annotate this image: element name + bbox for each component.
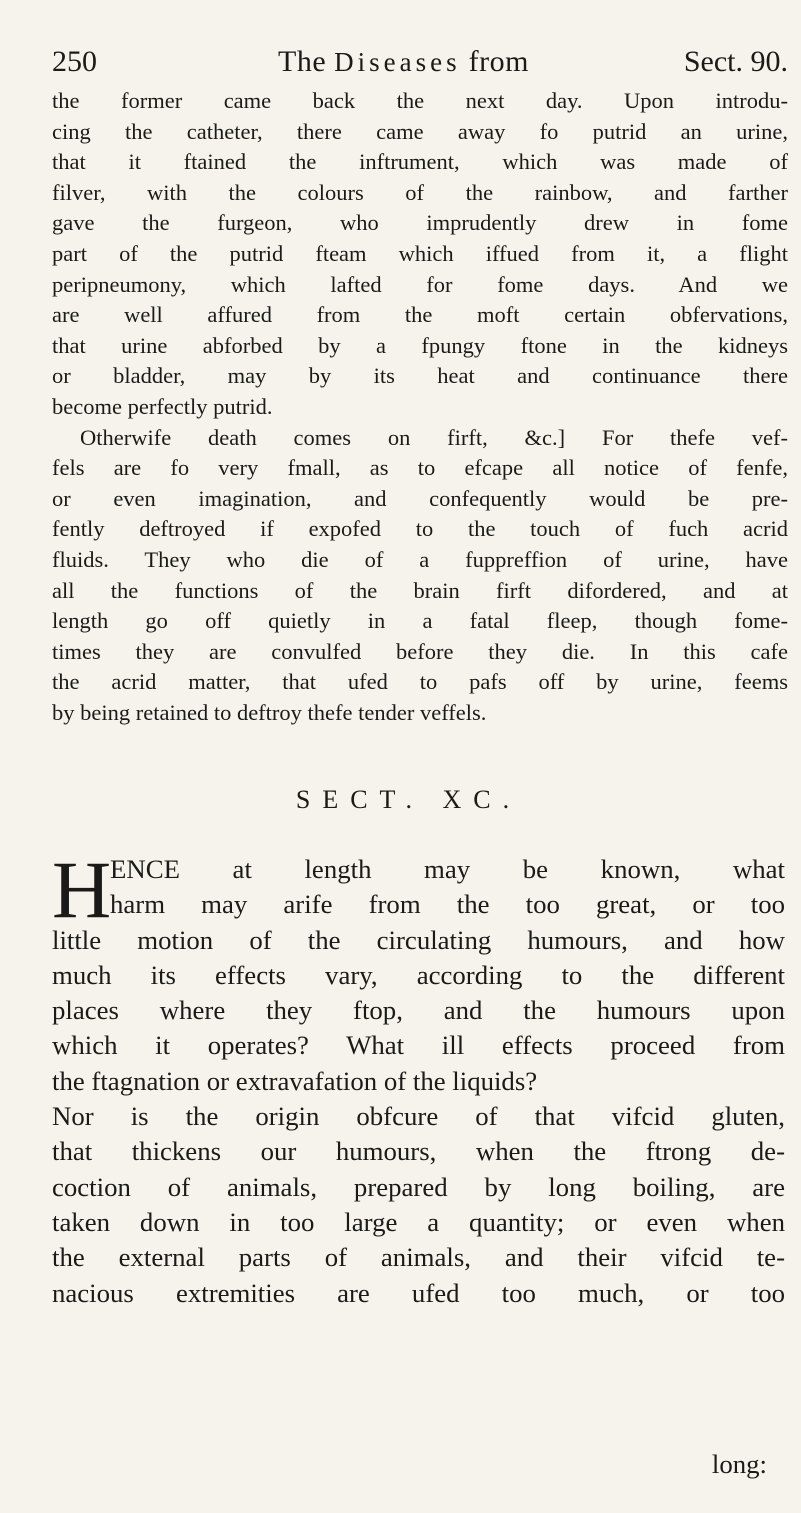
text-line: little motion of the circulating humours, and how (52, 924, 785, 955)
text-line: that it ftained the inftrument, which was made of (52, 149, 788, 175)
text-line: that urine abforbed by a fpungy ftone in the kidneys (52, 332, 788, 358)
running-title (278, 38, 529, 86)
text-line: become perfectly putrid. (52, 393, 273, 419)
text-line: which it operates? What ill effects proceed from (52, 1030, 785, 1061)
text-line: peripneumony, which lafted for fome days. And we (52, 271, 788, 297)
drop-cap: H (52, 844, 112, 935)
section-marker: Sect. 90. (683, 45, 788, 78)
text-line: cing the catheter, there came away fo putrid an urine, (52, 118, 788, 144)
text-line: are well affured from the moft certain obfervations, (52, 302, 788, 328)
section-heading: SECT. XC. (295, 785, 522, 814)
text-line: coction of animals, prepared by long boiling, are (52, 1171, 785, 1202)
text-line: all the functions of the brain firft difordered, and at (52, 577, 788, 603)
text-line: taken down in too large a quantity; or even when (52, 1206, 785, 1237)
commentary-paragraph (52, 86, 788, 728)
text-line: nacious extremities are ufed too much, or too (52, 1277, 785, 1308)
text-line: gave the furgeon, who imprudently drew in fome (52, 210, 788, 236)
text-line: fluids. They who die of a fuppreffion of urine, have (52, 546, 788, 572)
text-line: length go off quietly in a fatal fleep, though fome- (52, 608, 788, 634)
text-line: harm may arife from the too great, or too (110, 889, 785, 920)
page-number: 250 (52, 45, 97, 78)
text-line: that thickens our humours, when the ftrong de- (52, 1136, 785, 1167)
text-line: filver, with the colours of the rainbow, and farther (52, 179, 788, 205)
text-line: or even imagination, and confequently would be pre- (52, 485, 788, 511)
text-line: the external parts of animals, and their vifcid te- (52, 1242, 785, 1273)
text-line: fels are fo very fmall, as to efcape all notice of fenfe, (52, 455, 788, 481)
catchword: long: (711, 1449, 767, 1479)
aphorism-paragraph (52, 844, 785, 1311)
text-line: times they are convulfed before they die. In this cafe (52, 638, 788, 664)
text-line: fently deftroyed if expofed to the touch of fuch acrid (52, 516, 788, 542)
running-title-suffix: from (468, 45, 529, 78)
text-line: Nor is the origin obfcure of that vifcid gluten, (52, 1101, 785, 1132)
running-title-prefix: The (278, 45, 327, 78)
text-line: the former came back the next day. Upon introdu- (52, 88, 788, 113)
text-line: the ftagnation or extravafation of the liquids? (52, 1065, 538, 1096)
text-line: part of the putrid fteam which iffued from it, a flight (52, 240, 788, 266)
text-line: Otherwife death comes on firft, &c.] For thefe vef- (80, 424, 788, 450)
text-line: much its effects vary, according to the different (52, 959, 785, 990)
text-line: places where they ftop, and the humours upon (52, 995, 785, 1026)
running-title-caps: Diseases (334, 47, 461, 77)
text-line: by being retained to deftroy thefe tender veffels. (52, 699, 487, 725)
text-line: ENCE at length may be known, what (110, 854, 785, 884)
running-header (52, 38, 788, 86)
text-line: or bladder, may by its heat and continuance there (52, 363, 788, 389)
text-line: the acrid matter, that ufed to pafs off by urine, feems (52, 669, 788, 695)
